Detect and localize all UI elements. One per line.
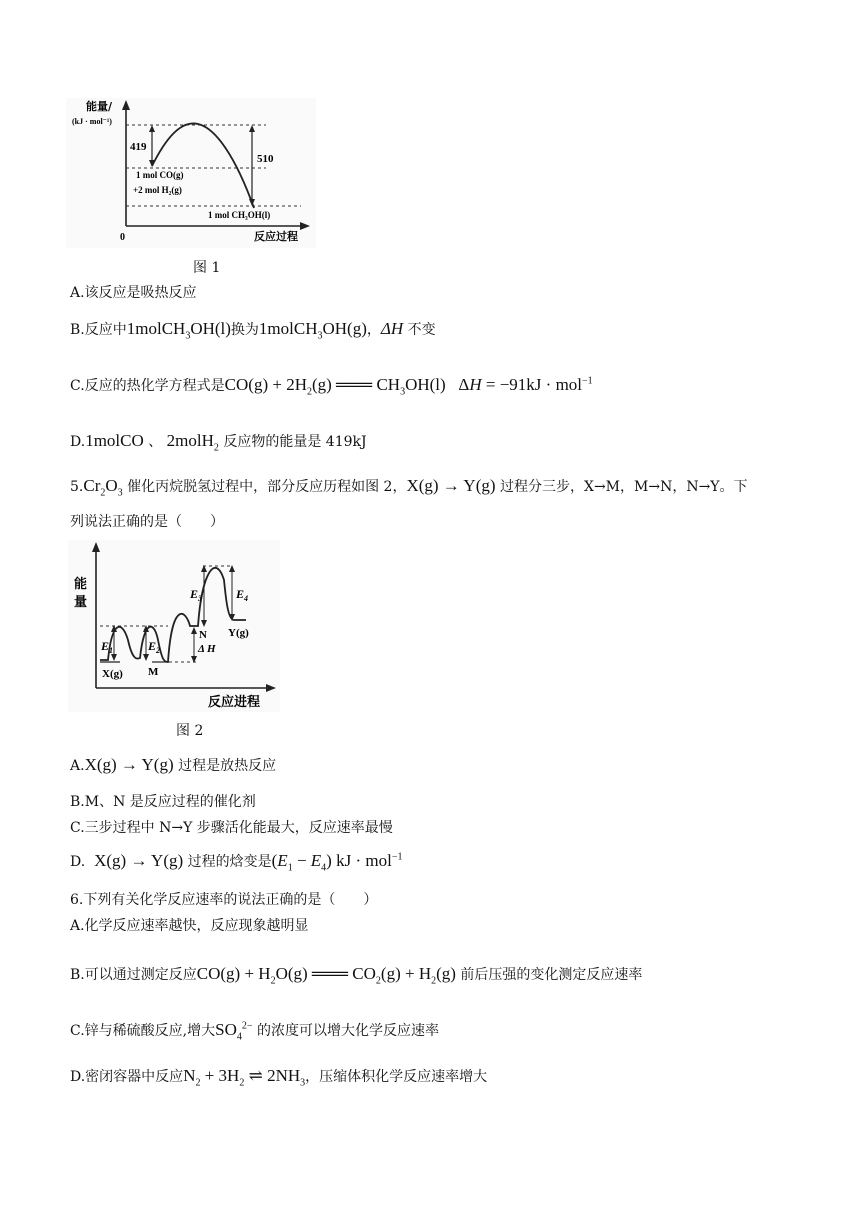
- x-axis-label: 反应过程: [254, 230, 298, 243]
- origin-label: 0: [120, 232, 125, 243]
- value-510: 510: [257, 153, 274, 165]
- label-e2: $E_2$: [148, 639, 161, 655]
- value-419: 419: [130, 141, 147, 153]
- q6-option-d: D.密闭容器中反应$N_2 + 3H_2$ ⇌ $2NH_3$，压缩体积化学反应速率增大: [70, 1066, 488, 1089]
- figure-2-reaction-profile: [68, 540, 280, 712]
- y-axis-label-char-2: 量: [74, 595, 88, 610]
- reactant-label-1: 1 mol CO(g): [136, 170, 184, 180]
- figure-1-caption: 图 1: [193, 260, 221, 276]
- q5-stem-line-2: 列说法正确的是（ ）: [70, 514, 224, 530]
- label-y: Y(g): [228, 627, 249, 639]
- q4-option-a: A.该反应是吸热反应: [70, 285, 197, 301]
- figure-1-energy-diagram: [66, 98, 316, 248]
- q5-stem-line-1: $5.Cr_2O_3$ 催化丙烷脱氢过程中，部分反应历程如图 2，X(g) → Y(g) 过程分三步，X→M，M→N，N→Y。下: [70, 476, 748, 499]
- reactant-label-2: +2 mol H₂(g): [133, 185, 182, 195]
- q5-option-c: C.三步过程中 N→Y 步骤活化能最大，反应速率最慢: [70, 820, 393, 836]
- label-e4: $E_4$: [236, 587, 249, 603]
- label-delta-h: Δ H: [198, 643, 216, 655]
- x-axis-label: 反应进程: [208, 695, 261, 710]
- q6-option-a: A.化学反应速率越快，反应现象越明显: [70, 918, 309, 934]
- q5-option-b: B.M、N 是反应过程的催化剂: [70, 794, 256, 810]
- q4-option-c: C.反应的热化学方程式是$CO(g) + 2H_2(g)$ ═══ $CH_3OH(l) \Delta H = -91kJ \cdot mol^{-1}$: [70, 375, 593, 398]
- label-m: M: [148, 666, 159, 678]
- label-n: N: [199, 629, 207, 641]
- q5-option-d: D. X(g) → Y(g) 过程的焓变是$(E_1 - E_4)$ kJ · mol$^{-1}$: [70, 851, 403, 874]
- product-label: 1 mol CH₃OH(l): [208, 210, 271, 220]
- q4-option-d: D.1molCO 、 2molH$_2$ 反应物的能量是 419kJ: [70, 431, 367, 454]
- label-e1: $E_1$: [101, 639, 114, 655]
- y-axis-label: 能量/: [86, 100, 113, 113]
- y-axis-unit: (kJ · mol⁻¹): [72, 117, 112, 126]
- q5-option-a: A.X(g) → Y(g) 过程是放热反应: [70, 755, 277, 774]
- figure-2-caption: 图 2: [176, 723, 204, 739]
- q6-option-c: C.锌与稀硫酸反应,增大$SO_4^{2-}$ 的浓度可以增大化学反应速率: [70, 1020, 439, 1043]
- label-e3: $E_3$: [190, 587, 203, 603]
- y-axis-label-char-1: 能: [74, 577, 88, 592]
- q6-option-b: B.可以通过测定反应$CO(g) + H_2O(g)$ ═══ $CO_2(g) + H_2(g)$ 前后压强的变化测定反应速率: [70, 964, 643, 987]
- label-x: X(g): [102, 668, 123, 680]
- q6-stem: 6.下列有关化学反应速率的说法正确的是（ ）: [70, 892, 378, 908]
- q4-option-b: B.反应中1molCH$_3$OH(l)换为1molCH$_3$OH(g)，ΔH 不变: [70, 319, 436, 342]
